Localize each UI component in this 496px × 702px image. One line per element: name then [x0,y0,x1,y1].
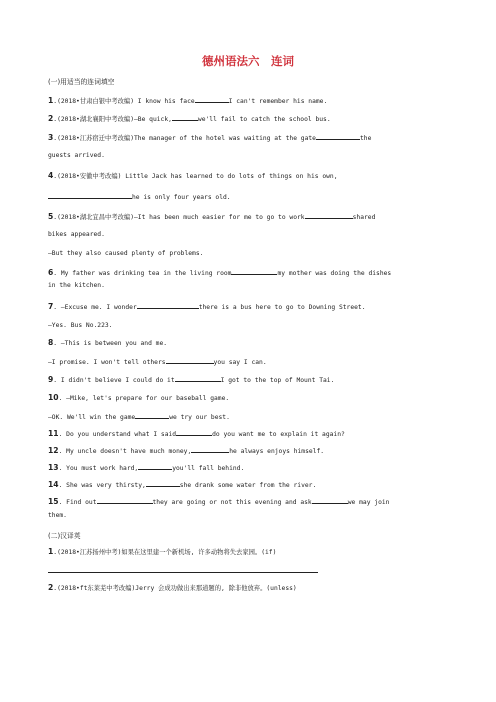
exercise-5: 5.(2018•湖北宜昌中考改编)—It has been much easier for me to go to work shared [48,212,376,221]
section-heading-fill-blanks: (一)用适当的连词填空 [48,78,115,86]
exercise-12: 12. My uncle doesn't have much money, he always enjoys himself. [48,446,325,455]
translation-1: 1.(2018•江苏扬州中考)如果在这里建一个新机场, 许多动物将失去家园。(if) [48,547,277,556]
exercise-10: 10. —Mike, let's prepare for our baseball game. [48,393,230,402]
answer-blank[interactable] [135,412,169,419]
exercise-8-reply: —I promise. I won't tell others you say I can. [48,359,267,366]
exercise-4: 4.(2018•安徽中考改编) Little Jack has learned to do lots of things on his own, [48,171,338,180]
exercise-9: 9. I didn't believe I could do it I got to the top of Mount Tai. [48,375,335,384]
answer-blank[interactable] [175,375,221,382]
exercise-6-cont: in the kitchen. [48,282,105,289]
translation-2: 2.(2018•ft东莱芜中考改编)Jerry 会成功做出来那道题的, 除非他放弃。(unless) [48,583,297,592]
exercise-8: 8. —This is between you and me. [48,338,168,347]
exercise-5-cont: bikes appeared. [48,231,105,238]
answer-blank[interactable] [312,497,348,504]
answer-blank[interactable] [172,114,198,121]
answer-blank[interactable] [146,480,180,487]
exercise-7: 7. —Excuse me. I wonder there is a bus here to go to Downing Street. [48,302,366,311]
answer-blank[interactable] [191,446,229,453]
section-heading-translation: (二)汉译英 [48,532,81,540]
answer-blank[interactable] [138,463,172,470]
answer-blank[interactable] [48,192,132,199]
answer-blank[interactable] [166,357,214,364]
exercise-14: 14. She was very thirsty, she drank some water from the river. [48,480,317,489]
exercise-6: 6. My father was drinking tea in the living room my mother was doing the dishes [48,268,392,277]
page-title: 德州语法六 连词 [202,54,294,68]
answer-blank[interactable] [97,497,153,504]
exercise-3: 3.(2018•江苏宿迁中考改编)The manager of the hotel was waiting at the gate the [48,133,372,142]
answer-blank[interactable] [137,302,199,309]
exercise-3-cont: guests arrived. [48,152,105,159]
exercise-1: 1.(2018•甘肃白银中考改编) I know his face I can't remember his name. [48,96,328,105]
exercise-13: 13. You must work hard, you'll fall behind. [48,463,245,472]
answer-blank[interactable] [316,133,360,140]
exercise-15-cont: them. [48,512,67,519]
exercise-2: 2.(2018•湖北襄阳中考改编)—Be quick, we'll fail to catch the school bus. [48,114,331,123]
exercise-5-reply: —But they also caused plenty of problems. [48,250,204,257]
answer-blank[interactable] [231,268,277,275]
translation-answer-line[interactable] [48,572,318,573]
answer-blank[interactable] [176,429,212,436]
exercise-10-reply: —OK. We'll win the game we try our best. [48,414,230,421]
exercise-4-cont: he is only four years old. [48,192,231,202]
answer-blank[interactable] [305,212,353,219]
exercise-7-reply: —Yes. Bus No.223. [48,322,113,329]
exercise-15: 15. Find out they are going or not this evening and ask we may join [48,497,390,506]
answer-blank[interactable] [195,96,229,103]
exercise-11: 11. Do you understand what I said do you want me to explain it again? [48,429,345,438]
